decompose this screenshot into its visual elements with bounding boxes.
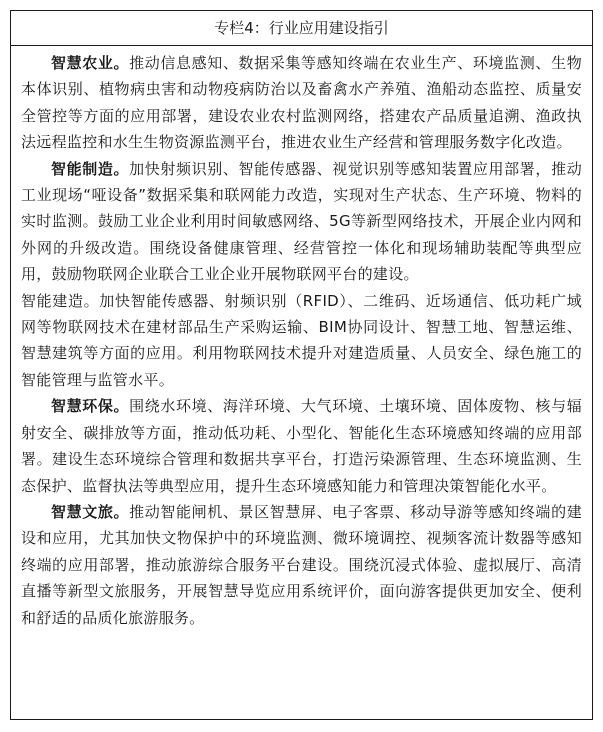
box-body (11, 46, 592, 631)
section-smart-manufacturing (21, 156, 582, 288)
section-text: 智能建造。加快智能传感器、射频识别（RFID）、二维码、近场通信、低功耗广域网等物联网技术在建材部品生产采购运输、BIM协同设计、智慧工地、智慧运维、智慧建筑等方面的应用。利用物联网技术提升对建造质量、人员安全、绿色施工的智能管理与监管水平。 (21, 291, 582, 389)
box-title: 专栏4：行业应用建设指引 (11, 11, 592, 46)
section-lead: 智慧环保。 (51, 397, 130, 416)
section-smart-tourism (21, 499, 582, 631)
section-smart-environment (21, 393, 582, 499)
section-smart-construction (21, 288, 582, 394)
section-lead: 智慧文旅。 (51, 502, 130, 521)
section-lead: 智能制造。 (51, 159, 130, 178)
section-lead: 智慧农业。 (51, 54, 130, 72)
section-text: 推动信息感知、数据采集等感知终端在农业生产、环境监测、生物本体识别、植物病虫害和动物疫病防治以及畜禽水产养殖、渔船动态监控、质量安全管控等方面的应用部署，建设农业农村监测网络，搭建农产品质量追溯、渔政执法远程监控和水生生物资源监测平台，推进农业生产经营和管理服务数字化改造。 (21, 54, 582, 152)
section-text: 围绕水环境、海洋环境、大气环境、土壤环境、固体废物、核与辐射安全、碳排放等方面，推动低功耗、小型化、智能化生态环境感知终端的应用部署。建设生态环境综合管理和数据共享平台，打造污染源管理、生态环境监测、生态保护、监督执法等典型应用，提升生态环境感知能力和管理决策智能化水平。 (21, 397, 582, 495)
column-box (10, 10, 593, 720)
section-text: 推动智能闸机、景区智慧屏、电子客票、移动导游等感知终端的建设和应用，尤其加快文物保护中的环境监测、微环境调控、视频客流计数器等感知终端的应用部署，推动旅游综合服务平台建设。围绕沉浸式体验、虚拟展厅、高清直播等新型文旅服务，开展智慧导览应用系统评价，面向游客提供更加安全、便利和舒适的品质化旅游服务。 (21, 502, 582, 627)
section-text: 加快射频识别、智能传感器、视觉识别等感知装置应用部署，推动工业现场“哑设备”数据采集和联网能力改造，实现对生产状态、生产环境、物料的实时监测。鼓励工业企业利用时间敏感网络、5G等新型网络技术，开展企业内网和外网的升级改造。围绕设备健康管理、经营管控一体化和现场辅助装配等典型应用，鼓励物联网企业联合工业企业开展物联网平台的建设。 (21, 159, 582, 284)
section-smart-agriculture (21, 50, 582, 156)
